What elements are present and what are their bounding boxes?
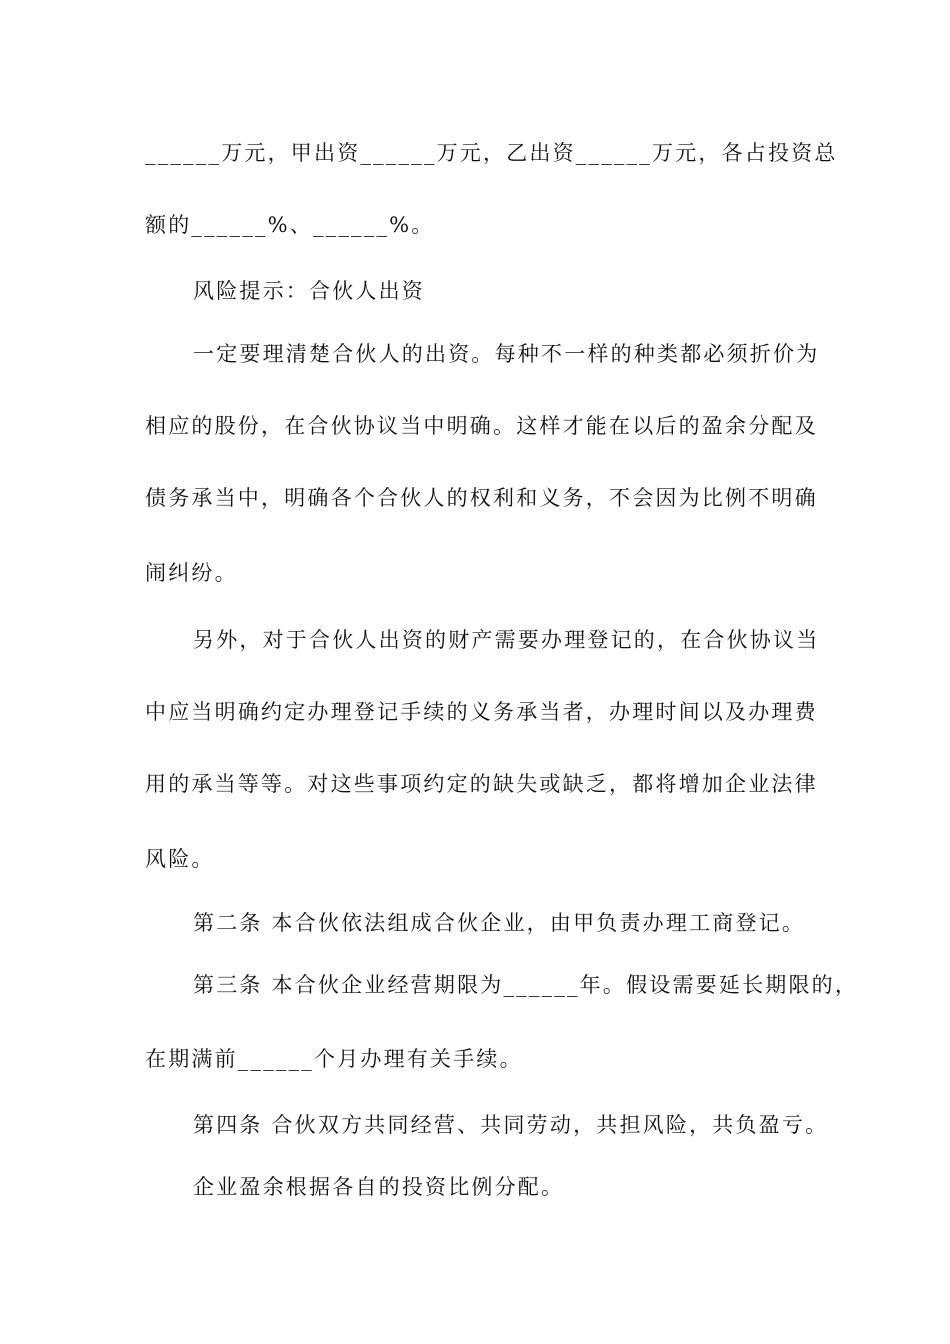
text-line: 闹纠纷。 (145, 561, 238, 585)
text-line: ______万元，甲出资______万元，乙出资______万元，各占投资总 (145, 141, 838, 165)
article-2: 第二条 本合伙依法组成合伙企业，由甲负责办理工商登记。 (193, 911, 806, 935)
text-line: 中应当明确约定办理登记手续的义务承当者，办理时间以及办理费 (145, 700, 818, 724)
text-line: 相应的股份，在合伙协议当中明确。这样才能在以后的盈余分配及 (145, 414, 818, 438)
text-line: 用的承当等等。对这些事项约定的缺失或缺乏，都将增加企业法律 (145, 772, 818, 796)
text-line: 额的______%、______%。 (145, 213, 435, 237)
text-line: 企业盈余根据各自的投资比例分配。 (193, 1175, 565, 1199)
text-line: 风险。 (145, 847, 215, 871)
risk-tip-heading: 风险提示：合伙人出资 (193, 279, 425, 303)
text-line: 在期满前______个月办理有关手续。 (145, 1047, 523, 1071)
text-line: 债务承当中，明确各个合伙人的权利和义务，不会因为比例不明确 (145, 486, 818, 510)
article-4: 第四条 合伙双方共同经营、共同劳动，共担风险，共负盈亏。 (193, 1113, 829, 1137)
text-line: 一定要理清楚合伙人的出资。每种不一样的种类都必须折价为 (193, 342, 820, 366)
article-3: 第三条 本合伙企业经营期限为______年。假设需要延长期限的， (193, 973, 859, 997)
text-line: 另外，对于合伙人出资的财产需要办理登记的，在合伙协议当 (193, 628, 820, 652)
